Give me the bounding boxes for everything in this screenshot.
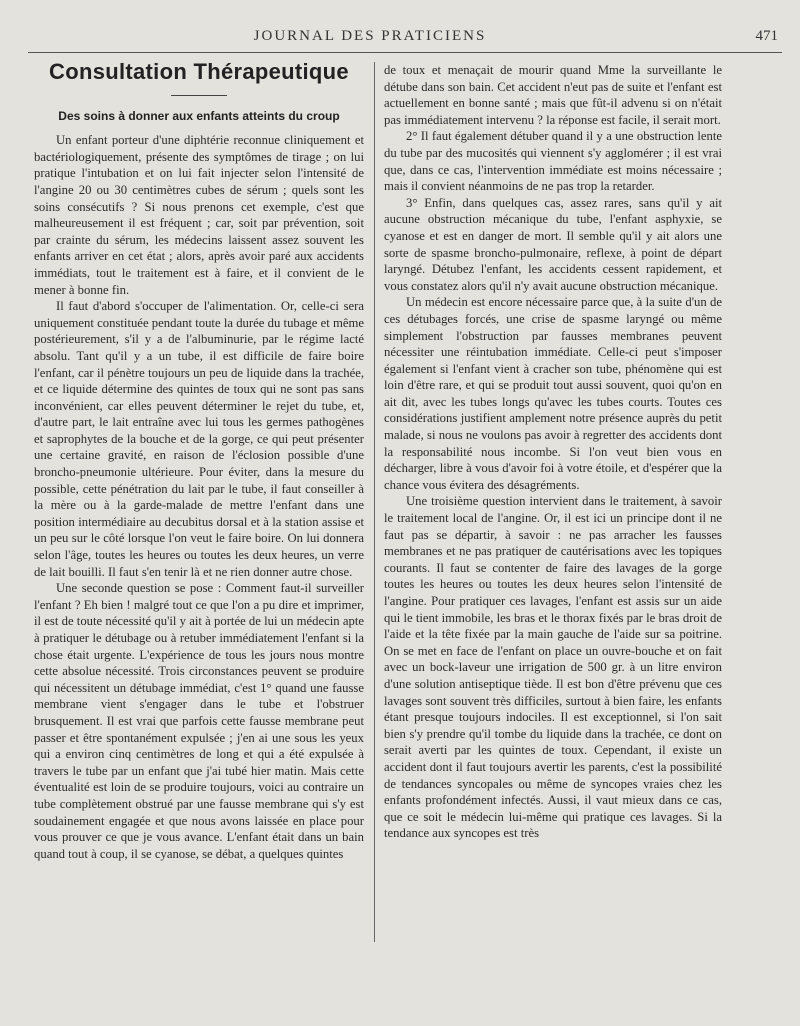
page-number: 471 [755, 28, 778, 44]
paragraph: 3° Enfin, dans quelques cas, assez rares, sans qu'il y ait aucune obstruction mécanique du tube, l'enfant asphyxie, se cyanose et est en danger de mort. Il semble qu'il y ait alors une sorte de spasme broncho-pulmonaire, reflexe, à point de départ laryngé. Détubez l'enfant, les accidents cessent rapidement, et vous constatez alors qu'il n'y avait aucune obstruction mécanique. [384, 195, 722, 293]
paragraph: Il faut d'abord s'occuper de l'alimentation. Or, celle-ci sera uniquement constituée pendant toute la durée du tubage et même postérieurement, s'il y a de l'albuminurie, par le régime lacté absolu. Tant qu'il y a un tube, il est difficile de faire boire l'enfant, car il pénètre toujours un peu de liquide dans la trachée, et ce liquide détermine des quintes de toux qui ne sont pas sans inconvénient, car elles peuvent déterminer le rejet du tube, et, d'autre part, le lait entraîne avec lui tous les germes pathogènes et saprophytes de la bouche et de la gorge, ce qui peut présenter une certaine gravité, en raison de l'éclosion possible d'une broncho-pneumonie ultérieure. Pour éviter, dans la mesure du possible, cette pénétration du lait par le tube, il faut conseiller à la mère ou à la garde-malade de mettre l'enfant dans une position intermédiaire au decubitus dorsal et à la station assise et un peu sur le côté lorsque l'on veut le faire boire. On lui donnera selon l'âge, toutes les heures ou toutes les deux heures, un verre de lait bouilli. Il faut s'en tenir là et ne rien donner autre chose. [34, 299, 364, 579]
article-title: Des soins à donner aux enfants atteints du croup [58, 108, 340, 123]
paragraph: Un médecin est encore nécessaire parce que, à la suite d'un de ces détubages forcés, une crise de spasme laryngé ou même simplement l'obstruction par fausses membranes peuvent nécessiter une réintubation immédiate. Celle-ci peut s'imposer également si l'enfant vient à cracher son tube, phénomène qui est loin d'être rare, et qui se produit tout aussi souvent, quoi qu'on en ait dit, avec les tubes longs qu'avec les tubes courts. Toutes ces considérations justifient amplement notre présence auprès du petit malade, si nous ne voulons pas avoir à regretter des accidents dont la responsabilité nous incombe. Si l'on veut bien vous en décharger, libre à vous d'avoir foi à votre étoile, et d'espérer que la chance vous évitera des désagréments. [384, 295, 722, 492]
right-column [384, 62, 722, 842]
paragraph: Une troisième question intervient dans le traitement, à savoir le traitement local de l'angine. Or, il est ici un principe dont il ne faut pas se départir, à savoir : ne pas arracher les fausses membranes et ne pas pratiquer de cautérisations avec les topiques courants. Il faut se contenter de faire des lavages de la gorge toutes les heures ou toutes les deux heures selon l'intensité de l'angine. Pour pratiquer ces lavages, l'enfant est assis sur un aide qui le tient immobile, les bras et le thorax fixés par le bras droit de l'aide et la tête fixée par la main gauche de l'aide sur sa poitrine. On se met en face de l'enfant on place un ouvre-bouche et on fait avec un bock-laveur une irrigation de 500 gr. à un litre environ d'une solution antiseptique tiède. Il est bon d'être prévenu que ces lavages sont souvent très difficiles, surtout à bien faire, les enfants étant presque toujours indociles. Il est exceptionnel, si l'on sait bien s'y prendre qu'il tombe du liquide dans la trachée, ce dont on serait averti par les quintes de toux. Cependant, il existe un accident dont il faut toujours avertir les parents, c'est la possibilité de tendances syncopales ou même de syncopes vraies chez les enfants profondément infectés. Aussi, il vaut mieux dans ce cas, que ce soit le médecin lui-même qui pratique ces lavages. Si la tendance aux syncopes est très [384, 494, 722, 841]
header-rule [28, 52, 782, 53]
title-rule [171, 95, 227, 96]
column-divider [374, 62, 375, 942]
section-title: Consultation Thérapeutique [49, 59, 349, 84]
paragraph: Un enfant porteur d'une diphtérie reconnue cliniquement et bactériologiquement, présente des symptômes de tirage ; on lui pratique l'intubation et on lui fait injecter selon l'intensité de l'angine 20 ou 30 centimètres cubes de sérum ; quels sont les soins consécutifs ? Si nous prenons cet exemple, c'est que malheureusement il est fréquent ; car, soit par prévention, soit par crainte du sérum, les médecins laissent assez souvent les enfants arriver en cet état ; alors, après avoir paré aux accidents immédiats, tout le traitement est à faire, et il convient de le mener à bonne fin. [34, 133, 364, 297]
running-head [0, 28, 800, 50]
paragraph: 2° Il faut également détuber quand il y a une obstruction lente du tube par des mucosités qui viennent s'y agglomérer ; il est vrai que, dans ce cas, l'intervention immédiate est moins nécessaire ; mais il convient néanmoins de ne pas trop la retarder. [384, 129, 722, 194]
paragraph: Une seconde question se pose : Comment faut-il surveiller l'enfant ? Eh bien ! malgré tout ce que l'on a pu dire et imprimer, il est de toute nécessité qu'il y ait à portée de lui un médecin apte à pratiquer le détubage ou à retuber immédiatement l'enfant si la chose était urgente. L'expérience de tous les jours nous montre cette absolue nécessité. Trois circonstances peuvent se produire qui nécessitent un détubage immédiat, c'est 1° quand une fausse membrane vient s'engager dans le tube et l'obstruer brusquement. Il est vrai que parfois cette fausse membrane peut passer et être spontanément expulsée ; j'en ai une sous les yeux qui a environ cinq centimètres de long et qui a été expulsée à travers le tube par un enfant que j'ai tubé hier matin. Mais cette éventualité est loin de se produire toujours, voici au contraire un tube complètement obstrué par une fausse membrane qui s'y est soudainement engagée et que nous avons laissée en place pour vous prouver ce que je vous avance. L'enfant était dans un bain quand tout à coup, il se cyanose, se débat, a quelques quintes [34, 581, 364, 861]
paragraph: de toux et menaçait de mourir quand Mme la surveillante le détube dans son bain. Cet accident n'eut pas de suite et l'enfant est actuellement en bonne santé ; mais que fût-il advenu si on n'était pas immédiatement intervenu ? la réponse est facile, il serait mort. [384, 63, 722, 127]
left-column [34, 59, 364, 862]
journal-title: JOURNAL DES PRATICIENS [253, 28, 487, 44]
